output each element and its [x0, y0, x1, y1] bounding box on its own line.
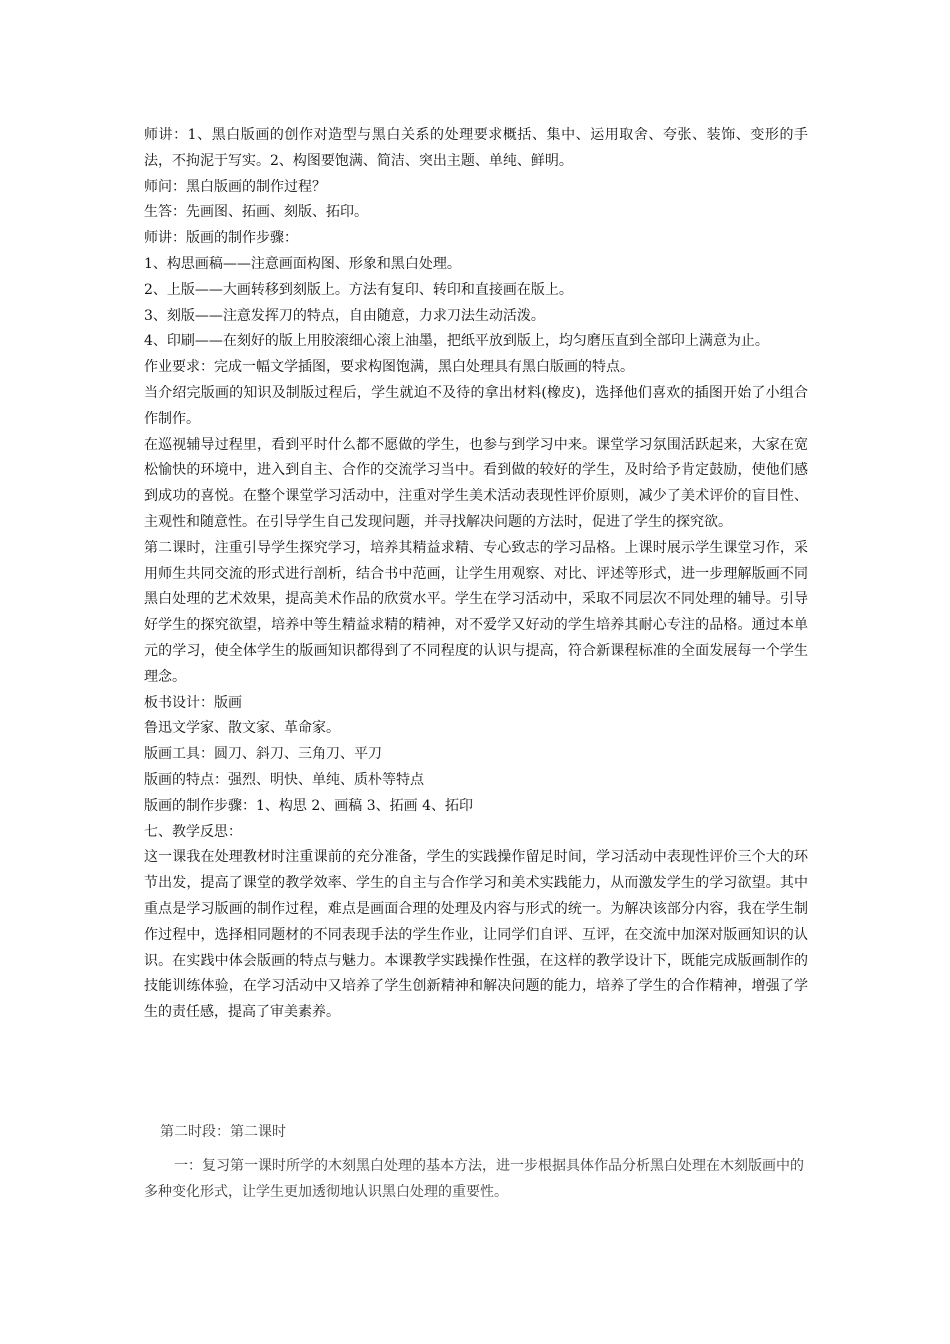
paragraph-tools: 版画工具：圆刀、斜刀、三角刀、平刀	[144, 746, 382, 763]
list-item-step-1: 1、构思画稿——注意画面构图、形象和黑白处理。	[144, 255, 461, 272]
paragraph-features: 版画的特点：强烈、明快、单纯、质朴等特点	[144, 771, 424, 788]
paragraph-review: 一：复习第一课时所学的木刻黑白处理的基本方法，进一步根据具体作品分析黑白处理在木刻版画中的多种变化形式，让学生更加透彻地认识黑白处理的重要性。	[144, 1157, 804, 1200]
list-item-step-4: 4、印刷——在刻好的版上用胶滚细心滚上油墨，把纸平放到版上，均匀磨压直到全部印上满意为止。	[144, 333, 769, 350]
paragraph-teacher-talk-2: 师讲：版画的制作步骤：	[144, 230, 298, 247]
paragraph-steps-summary: 版画的制作步骤：1、构思 2、画稿 3、拓画 4、拓印	[144, 797, 473, 814]
paragraph-intro: 当介绍完版画的知识及制版过程后，学生就迫不及待的拿出材料(橡皮)，选择他们喜欢的插图开始了小组合作制作。	[144, 384, 808, 427]
section-heading-second-period: 第二时段：第二课时	[160, 1124, 286, 1140]
document-body	[144, 123, 808, 1026]
list-item-step-3: 3、刻版——注意发挥刀的特点，自由随意，力求刀法生动活泼。	[144, 307, 545, 324]
paragraph-second-lesson: 第二课时，注重引导学生探究学习，培养其精益求精、专心致志的学习品格。上课时展示学生课堂习作，采用师生共同交流的形式进行剖析，结合书中范画，让学生用观察、对比、评述等形式，进一步理解版画不同黑白处理的艺术效果，提高美术作品的欣赏水平。学生在学习活动中，采取不同层次不同处理的辅导。引导好学生的探究欲望，培养中等生精益求精的精神，对不爱学又好动的学生培养其耐心专注的品格。通过本单元的学习，使全体学生的版画知识都得到了不同程度的认识与提高，符合新课程标准的全面发展每一个学生理念。	[144, 539, 808, 685]
paragraph-teacher-talk-1: 师讲：1、黑白版画的创作对造型与黑白关系的处理要求概括、集中、运用取舍、夸张、装饰、变形的手法，不拘泥于写实。2、构图要饱满、简洁、突出主题、单纯、鲜明。	[144, 127, 808, 169]
section-heading-reflection: 七、教学反思：	[144, 823, 242, 840]
second-period-section	[144, 1120, 808, 1205]
paragraph-tutoring: 在巡视辅导过程里，看到平时什么都不愿做的学生，也参与到学习中来。课堂学习氛围活跃起来，大家在宽松愉快的环境中，进入到自主、合作的交流学习当中。看到做的较好的学生，及时给予肯定鼓励，使他们感到成功的喜悦。在整个课堂学习活动中，注重对学生美术活动表现性评价原则，减少了美术评价的盲目性、主观性和随意性。在引导学生自己发现问题，并寻找解决问题的方法时，促进了学生的探究欲。	[144, 436, 808, 530]
paragraph-homework: 作业要求：完成一幅文学插图，要求构图饱满，黑白处理具有黑白版画的特点。	[144, 359, 634, 376]
paragraph-student-answer: 生答：先画图、拓画、刻版、拓印。	[144, 204, 368, 221]
paragraph-lu-xun: 鲁迅文学家、散文家、革命家。	[144, 720, 340, 737]
paragraph-reflection: 这一课我在处理教材时注重课前的充分准备，学生的实践操作留足时间，学习活动中表现性评价三个大的环节出发，提高了课堂的教学效率、学生的自主与合作学习和美术实践能力，从而激发学生的学习欲望。其中重点是学习版画的制作过程，难点是画面合理的处理及内容与形式的统一。为解决该部分内容，我在学生制作过程中，选择相同题材的不同表现手法的学生作业，让同学们自评、互评，在交流中加深对版画知识的认识。在实践中体会版画的特点与魅力。本课教学实践操作性强，在这样的教学设计下，既能完成版画制作的技能训练体验，在学习活动中又培养了学生创新精神和解决问题的能力，培养了学生的合作精神，增强了学生的责任感，提高了审美素养。	[144, 849, 808, 1021]
paragraph-board-design: 板书设计：版画	[144, 694, 242, 711]
list-item-step-2: 2、上版——大画转移到刻版上。方法有复印、转印和直接画在版上。	[144, 281, 573, 298]
paragraph-teacher-question: 师问：黑白版画的制作过程？	[144, 178, 326, 195]
